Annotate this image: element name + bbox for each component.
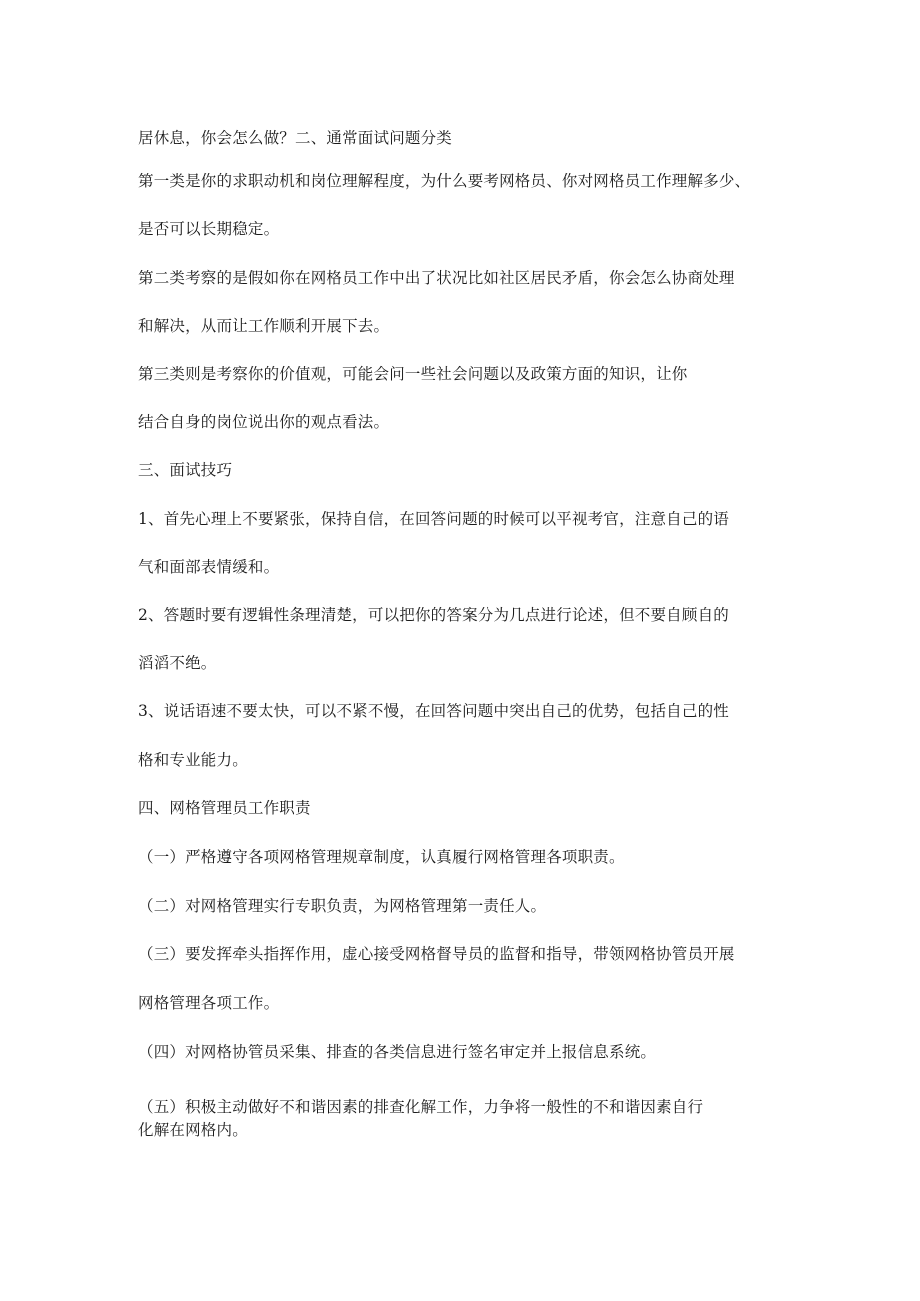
text-line: （二）对网格管理实行专职负责，为网格管理第一责任人。 (138, 897, 547, 915)
text-line: 第二类考察的是假如你在网格员工作中出了状况比如社区居民矛盾，你会怎么协商处理 (138, 269, 735, 287)
section-heading: 三、面试技巧 (138, 461, 233, 479)
text-line: 2、答题时要有逻辑性条理清楚，可以把你的答案分为几点进行论述，但不要自顾自的 (138, 606, 729, 624)
text-line: 滔滔不绝。 (138, 654, 217, 672)
text-line: （五）积极主动做好不和谐因素的排查化解工作，力争将一般性的不和谐因素自行 (138, 1098, 704, 1116)
text-line: 居休息，你会怎么做？二、通常面试问题分类 (138, 129, 453, 147)
text-line: 是否可以长期稳定。 (138, 220, 280, 238)
text-line: 化解在网格内。 (138, 1121, 248, 1139)
text-line: 第三类则是考察你的价值观，可能会问一些社会问题以及政策方面的知识，让你 (138, 365, 688, 383)
text-line: 第一类是你的求职动机和岗位理解程度，为什么要考网格员、你对网格员工作理解多少、 (138, 172, 751, 190)
text-line: 结合自身的岗位说出你的观点看法。 (138, 413, 390, 431)
text-line: （一）严格遵守各项网格管理规章制度，认真履行网格管理各项职责。 (138, 848, 625, 866)
section-heading: 四、网格管理员工作职责 (138, 799, 311, 817)
text-line: （四）对网格协管员采集、排查的各类信息进行签名审定并上报信息系统。 (138, 1043, 657, 1061)
text-line: 和解决，从而让工作顺利开展下去。 (138, 317, 390, 335)
text-line: （三）要发挥牵头指挥作用，虚心接受网格督导员的监督和指导，带领网格协管员开展 (138, 945, 735, 963)
text-line: 格和专业能力。 (138, 751, 248, 769)
text-line: 网格管理各项工作。 (138, 994, 280, 1012)
text-line: 气和面部表情缓和。 (138, 558, 280, 576)
text-line: 3、说话语速不要太快，可以不紧不慢，在回答问题中突出自己的优势，包括自己的性 (138, 702, 729, 720)
text-line: 1、首先心理上不要紧张，保持自信，在回答问题的时候可以平视考官，注意自己的语 (138, 510, 729, 528)
